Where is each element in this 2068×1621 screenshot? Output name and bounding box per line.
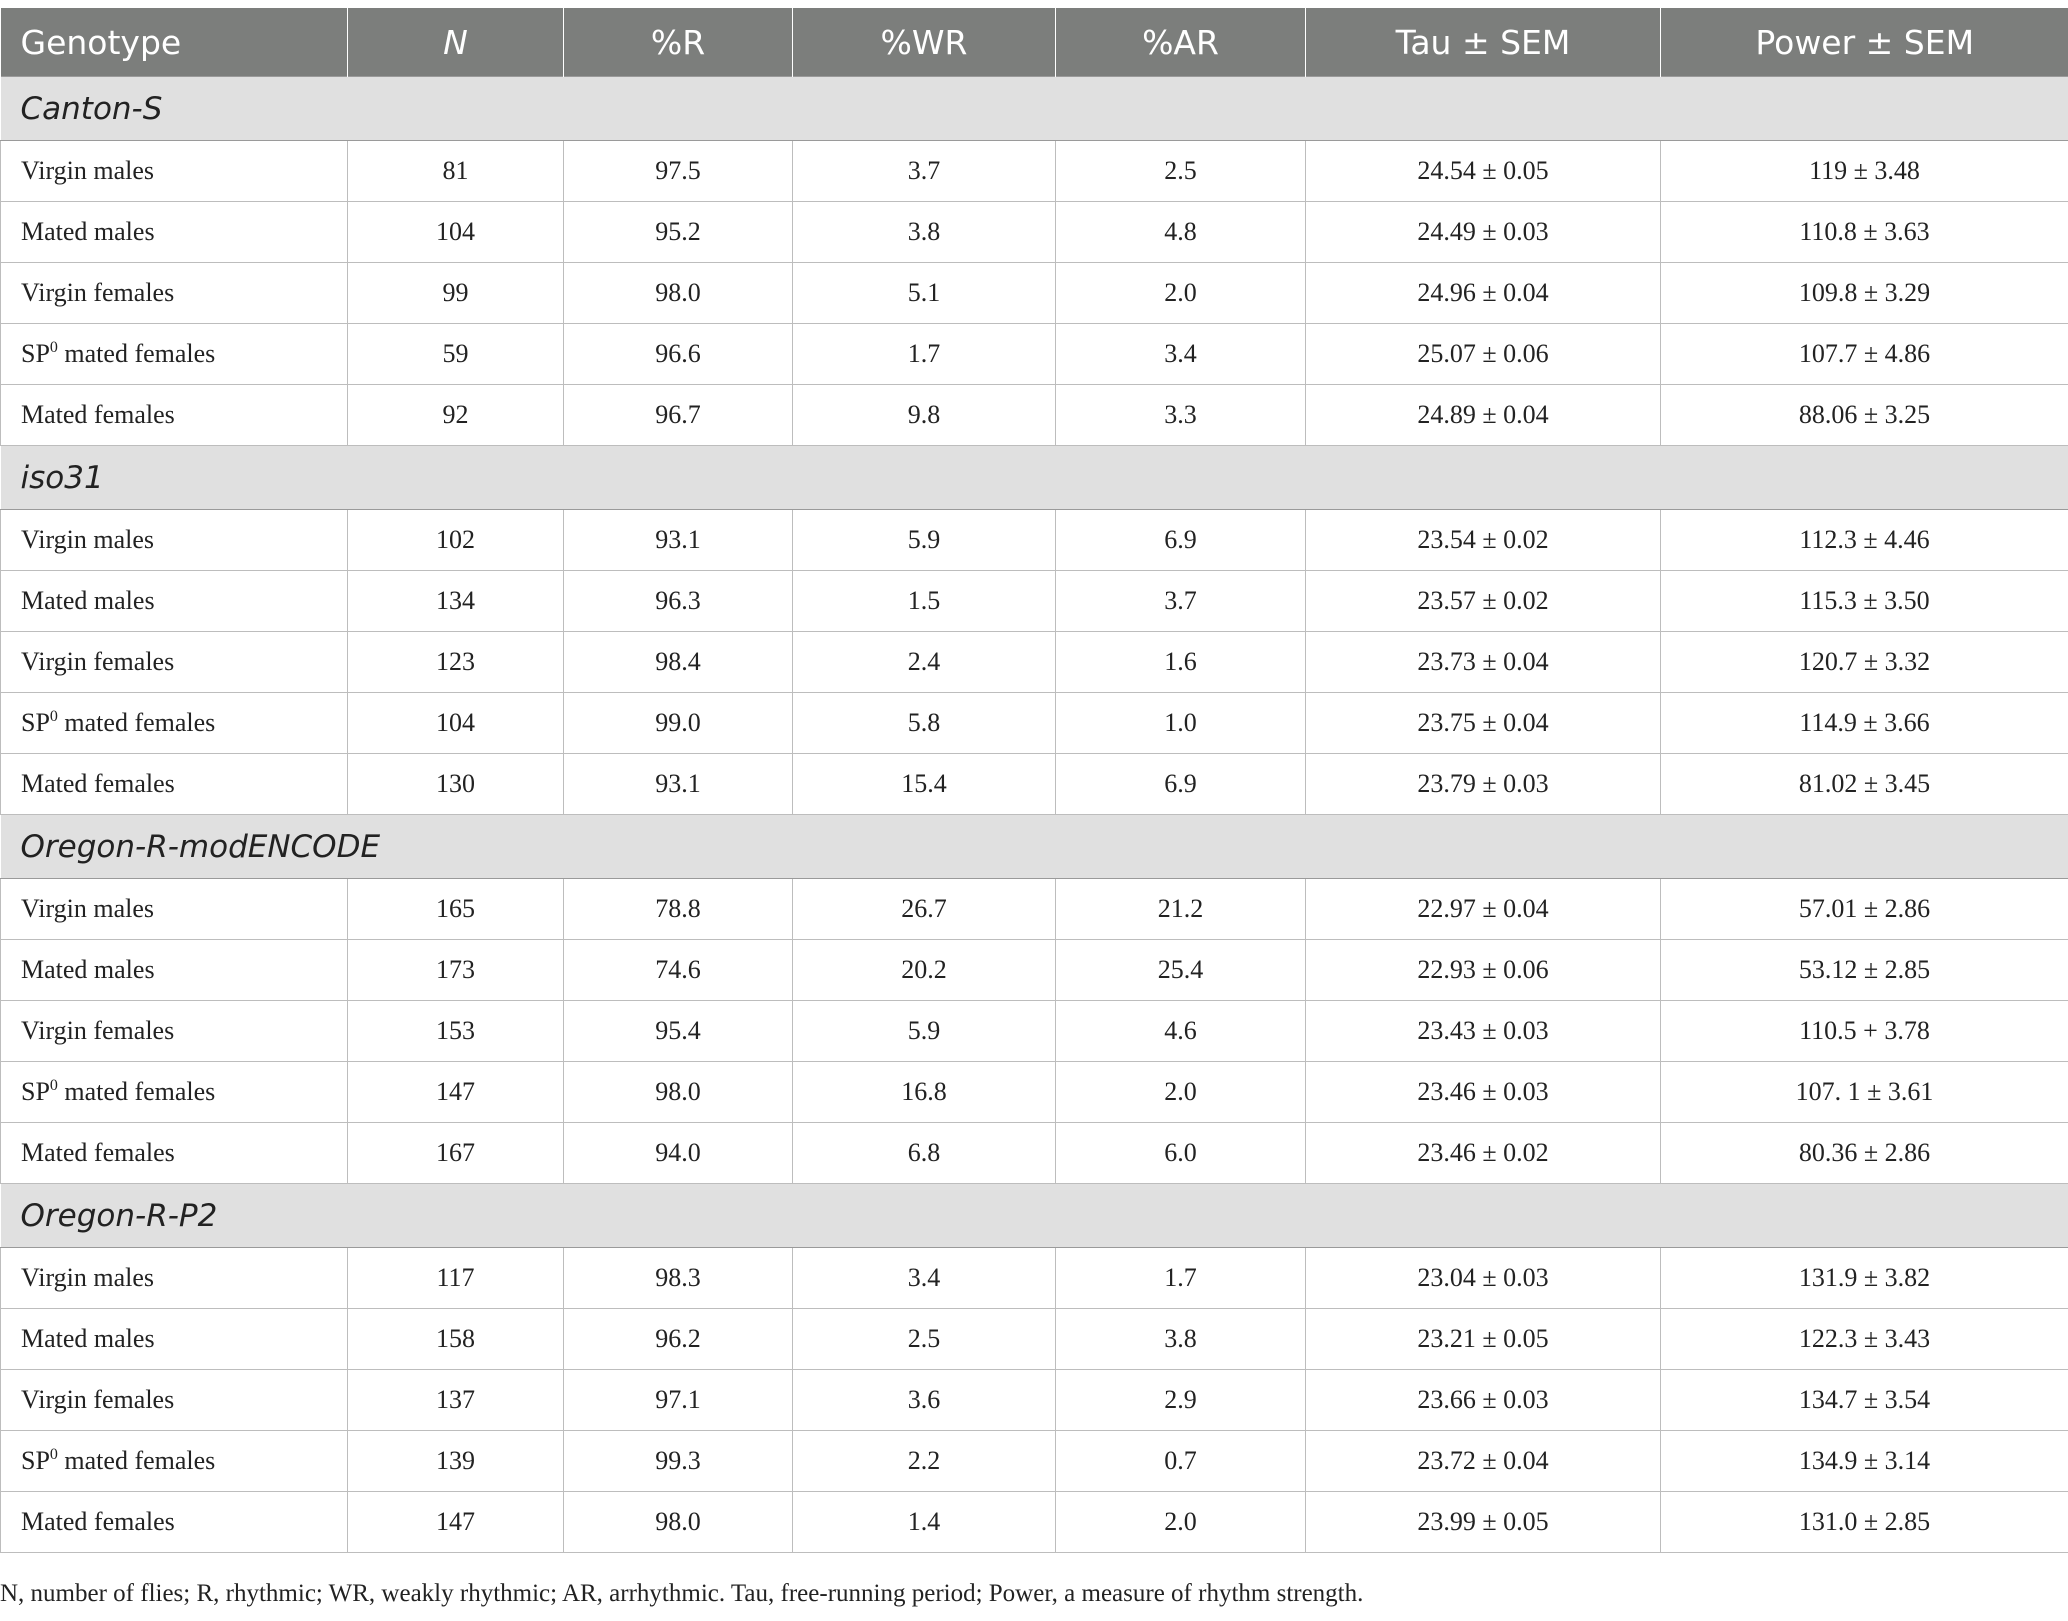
cell-power: 120.7 ± 3.32	[1661, 632, 2068, 693]
cell-power: 115.3 ± 3.50	[1661, 571, 2068, 632]
cell-percent-wr: 5.1	[793, 263, 1056, 324]
cell-percent-r: 98.0	[564, 1062, 793, 1123]
table-row	[1, 940, 2068, 1001]
cell-tau: 23.72 ± 0.04	[1306, 1431, 1661, 1492]
cell-power: 107. 1 ± 3.61	[1661, 1062, 2068, 1123]
cell-percent-wr: 2.5	[793, 1309, 1056, 1370]
cell-tau: 23.04 ± 0.03	[1306, 1248, 1661, 1309]
genotype-label: Oregon-R-P2	[1, 1184, 2068, 1248]
cell-percent-ar: 6.9	[1056, 510, 1306, 571]
cell-condition: Mated females	[1, 385, 348, 446]
column-header-genotype: Genotype	[1, 8, 348, 77]
cell-tau: 23.43 ± 0.03	[1306, 1001, 1661, 1062]
cell-condition: Mated males	[1, 202, 348, 263]
cell-percent-r: 74.6	[564, 940, 793, 1001]
cell-percent-ar: 2.5	[1056, 141, 1306, 202]
cell-n: 92	[348, 385, 564, 446]
cell-percent-wr: 2.4	[793, 632, 1056, 693]
cell-percent-ar: 3.4	[1056, 324, 1306, 385]
cell-percent-wr: 6.8	[793, 1123, 1056, 1184]
cell-percent-r: 98.4	[564, 632, 793, 693]
cell-condition: Virgin females	[1, 632, 348, 693]
cell-percent-ar: 2.9	[1056, 1370, 1306, 1431]
cell-percent-ar: 25.4	[1056, 940, 1306, 1001]
cell-percent-wr: 5.8	[793, 693, 1056, 754]
cell-power: 131.0 ± 2.85	[1661, 1492, 2068, 1553]
cell-n: 102	[348, 510, 564, 571]
table-row	[1, 1431, 2068, 1492]
cell-n: 104	[348, 693, 564, 754]
cell-percent-ar: 2.0	[1056, 1062, 1306, 1123]
results-table	[0, 8, 2068, 1553]
table-row	[1, 202, 2068, 263]
cell-percent-r: 96.2	[564, 1309, 793, 1370]
cell-power: 80.36 ± 2.86	[1661, 1123, 2068, 1184]
cell-tau: 23.54 ± 0.02	[1306, 510, 1661, 571]
cell-n: 99	[348, 263, 564, 324]
header-row	[1, 8, 2068, 77]
cell-percent-ar: 4.8	[1056, 202, 1306, 263]
cell-power: 81.02 ± 3.45	[1661, 754, 2068, 815]
cell-percent-ar: 2.0	[1056, 1492, 1306, 1553]
cell-percent-r: 96.7	[564, 385, 793, 446]
cell-percent-r: 94.0	[564, 1123, 793, 1184]
genotype-label: Oregon-R-modENCODE	[1, 815, 2068, 879]
cell-tau: 23.46 ± 0.03	[1306, 1062, 1661, 1123]
cell-percent-r: 98.0	[564, 263, 793, 324]
cell-tau: 23.99 ± 0.05	[1306, 1492, 1661, 1553]
cell-condition: Mated females	[1, 1123, 348, 1184]
cell-condition: Virgin females	[1, 1370, 348, 1431]
cell-percent-ar: 6.9	[1056, 754, 1306, 815]
genotype-label: iso31	[1, 446, 2068, 510]
table-row	[1, 1062, 2068, 1123]
cell-percent-wr: 1.4	[793, 1492, 1056, 1553]
cell-n: 147	[348, 1492, 564, 1553]
cell-tau: 24.89 ± 0.04	[1306, 385, 1661, 446]
cell-power: 88.06 ± 3.25	[1661, 385, 2068, 446]
cell-percent-r: 98.3	[564, 1248, 793, 1309]
cell-tau: 23.21 ± 0.05	[1306, 1309, 1661, 1370]
genotype-group-row	[1, 446, 2068, 510]
cell-tau: 24.54 ± 0.05	[1306, 141, 1661, 202]
cell-percent-wr: 9.8	[793, 385, 1056, 446]
cell-percent-wr: 3.8	[793, 202, 1056, 263]
cell-condition: Mated females	[1, 754, 348, 815]
table-row	[1, 385, 2068, 446]
table-body	[1, 77, 2068, 1553]
cell-percent-wr: 26.7	[793, 879, 1056, 940]
cell-condition: Virgin males	[1, 1248, 348, 1309]
cell-power: 110.5 + 3.78	[1661, 1001, 2068, 1062]
cell-condition: Virgin males	[1, 879, 348, 940]
cell-percent-ar: 0.7	[1056, 1431, 1306, 1492]
table-row	[1, 1248, 2068, 1309]
cell-tau: 25.07 ± 0.06	[1306, 324, 1661, 385]
cell-condition: Mated males	[1, 940, 348, 1001]
cell-tau: 24.96 ± 0.04	[1306, 263, 1661, 324]
cell-tau: 23.79 ± 0.03	[1306, 754, 1661, 815]
cell-percent-r: 97.5	[564, 141, 793, 202]
cell-condition: Mated males	[1, 571, 348, 632]
table-row	[1, 571, 2068, 632]
cell-condition: Virgin males	[1, 510, 348, 571]
cell-condition: Mated females	[1, 1492, 348, 1553]
cell-percent-ar: 1.6	[1056, 632, 1306, 693]
cell-tau: 22.93 ± 0.06	[1306, 940, 1661, 1001]
cell-condition: Virgin females	[1, 263, 348, 324]
cell-percent-ar: 21.2	[1056, 879, 1306, 940]
cell-condition: $SP^0$ mated females	[1, 1431, 348, 1492]
cell-percent-r: 96.6	[564, 324, 793, 385]
table-row	[1, 632, 2068, 693]
cell-condition: $SP^0$ mated females	[1, 1062, 348, 1123]
cell-n: 153	[348, 1001, 564, 1062]
table-row	[1, 1001, 2068, 1062]
cell-condition: Mated males	[1, 1309, 348, 1370]
cell-percent-r: 96.3	[564, 571, 793, 632]
cell-percent-wr: 2.2	[793, 1431, 1056, 1492]
genotype-label: Canton-S	[1, 77, 2068, 141]
table-row	[1, 1123, 2068, 1184]
column-header-n: N	[348, 8, 564, 77]
table-row	[1, 1492, 2068, 1553]
cell-percent-r: 93.1	[564, 754, 793, 815]
cell-percent-r: 97.1	[564, 1370, 793, 1431]
cell-power: 109.8 ± 3.29	[1661, 263, 2068, 324]
cell-percent-wr: 16.8	[793, 1062, 1056, 1123]
cell-n: 158	[348, 1309, 564, 1370]
table-row	[1, 754, 2068, 815]
cell-n: 104	[348, 202, 564, 263]
cell-percent-wr: 3.4	[793, 1248, 1056, 1309]
cell-percent-wr: 1.7	[793, 324, 1056, 385]
cell-power: 114.9 ± 3.66	[1661, 693, 2068, 754]
cell-n: 123	[348, 632, 564, 693]
table-row	[1, 510, 2068, 571]
cell-percent-r: 95.4	[564, 1001, 793, 1062]
cell-power: 134.9 ± 3.14	[1661, 1431, 2068, 1492]
cell-n: 130	[348, 754, 564, 815]
cell-power: 107.7 ± 4.86	[1661, 324, 2068, 385]
cell-power: 131.9 ± 3.82	[1661, 1248, 2068, 1309]
cell-percent-r: 93.1	[564, 510, 793, 571]
cell-percent-wr: 3.7	[793, 141, 1056, 202]
cell-percent-wr: 20.2	[793, 940, 1056, 1001]
cell-percent-ar: 1.0	[1056, 693, 1306, 754]
cell-n: 173	[348, 940, 564, 1001]
cell-tau: 24.49 ± 0.03	[1306, 202, 1661, 263]
cell-condition: Virgin females	[1, 1001, 348, 1062]
cell-percent-wr: 15.4	[793, 754, 1056, 815]
genotype-group-row	[1, 77, 2068, 141]
genotype-group-row	[1, 815, 2068, 879]
table-container	[0, 8, 2068, 1553]
cell-power: 53.12 ± 2.85	[1661, 940, 2068, 1001]
cell-percent-ar: 2.0	[1056, 263, 1306, 324]
cell-percent-r: 95.2	[564, 202, 793, 263]
cell-percent-ar: 3.3	[1056, 385, 1306, 446]
cell-tau: 23.73 ± 0.04	[1306, 632, 1661, 693]
cell-n: 59	[348, 324, 564, 385]
cell-n: 165	[348, 879, 564, 940]
cell-power: 112.3 ± 4.46	[1661, 510, 2068, 571]
cell-tau: 23.66 ± 0.03	[1306, 1370, 1661, 1431]
cell-percent-ar: 3.7	[1056, 571, 1306, 632]
cell-power: 110.8 ± 3.63	[1661, 202, 2068, 263]
cell-percent-wr: 5.9	[793, 510, 1056, 571]
cell-tau: 23.75 ± 0.04	[1306, 693, 1661, 754]
cell-power: 57.01 ± 2.86	[1661, 879, 2068, 940]
column-header-power: Power ± SEM	[1661, 8, 2068, 77]
table-row	[1, 1370, 2068, 1431]
cell-percent-r: 98.0	[564, 1492, 793, 1553]
cell-tau: 23.46 ± 0.02	[1306, 1123, 1661, 1184]
cell-percent-r: 99.3	[564, 1431, 793, 1492]
cell-percent-ar: 4.6	[1056, 1001, 1306, 1062]
table-row	[1, 879, 2068, 940]
column-header-percent-wr: %WR	[793, 8, 1056, 77]
table-row	[1, 141, 2068, 202]
cell-tau: 23.57 ± 0.02	[1306, 571, 1661, 632]
cell-power: 119 ± 3.48	[1661, 141, 2068, 202]
cell-percent-wr: 3.6	[793, 1370, 1056, 1431]
cell-percent-wr: 1.5	[793, 571, 1056, 632]
column-header-percent-ar: %AR	[1056, 8, 1306, 77]
cell-percent-wr: 5.9	[793, 1001, 1056, 1062]
cell-n: 139	[348, 1431, 564, 1492]
cell-percent-r: 99.0	[564, 693, 793, 754]
cell-percent-r: 78.8	[564, 879, 793, 940]
table-row	[1, 263, 2068, 324]
table-row	[1, 1309, 2068, 1370]
cell-condition: $SP^0$ mated females	[1, 324, 348, 385]
cell-n: 134	[348, 571, 564, 632]
cell-percent-ar: 1.7	[1056, 1248, 1306, 1309]
cell-n: 117	[348, 1248, 564, 1309]
cell-condition: $SP^0$ mated females	[1, 693, 348, 754]
cell-percent-ar: 3.8	[1056, 1309, 1306, 1370]
cell-condition: Virgin males	[1, 141, 348, 202]
cell-n: 81	[348, 141, 564, 202]
cell-n: 167	[348, 1123, 564, 1184]
cell-tau: 22.97 ± 0.04	[1306, 879, 1661, 940]
cell-n: 137	[348, 1370, 564, 1431]
table-footnote: N, number of flies; R, rhythmic; WR, weakly rhythmic; AR, arrhythmic. Tau, free-running period; Power, a measure of rhythm strength.	[0, 1580, 1364, 1607]
cell-n: 147	[348, 1062, 564, 1123]
cell-power: 122.3 ± 3.43	[1661, 1309, 2068, 1370]
column-header-tau: Tau ± SEM	[1306, 8, 1661, 77]
genotype-group-row	[1, 1184, 2068, 1248]
cell-power: 134.7 ± 3.54	[1661, 1370, 2068, 1431]
table-row	[1, 693, 2068, 754]
cell-percent-ar: 6.0	[1056, 1123, 1306, 1184]
table-row	[1, 324, 2068, 385]
column-header-percent-r: %R	[564, 8, 793, 77]
